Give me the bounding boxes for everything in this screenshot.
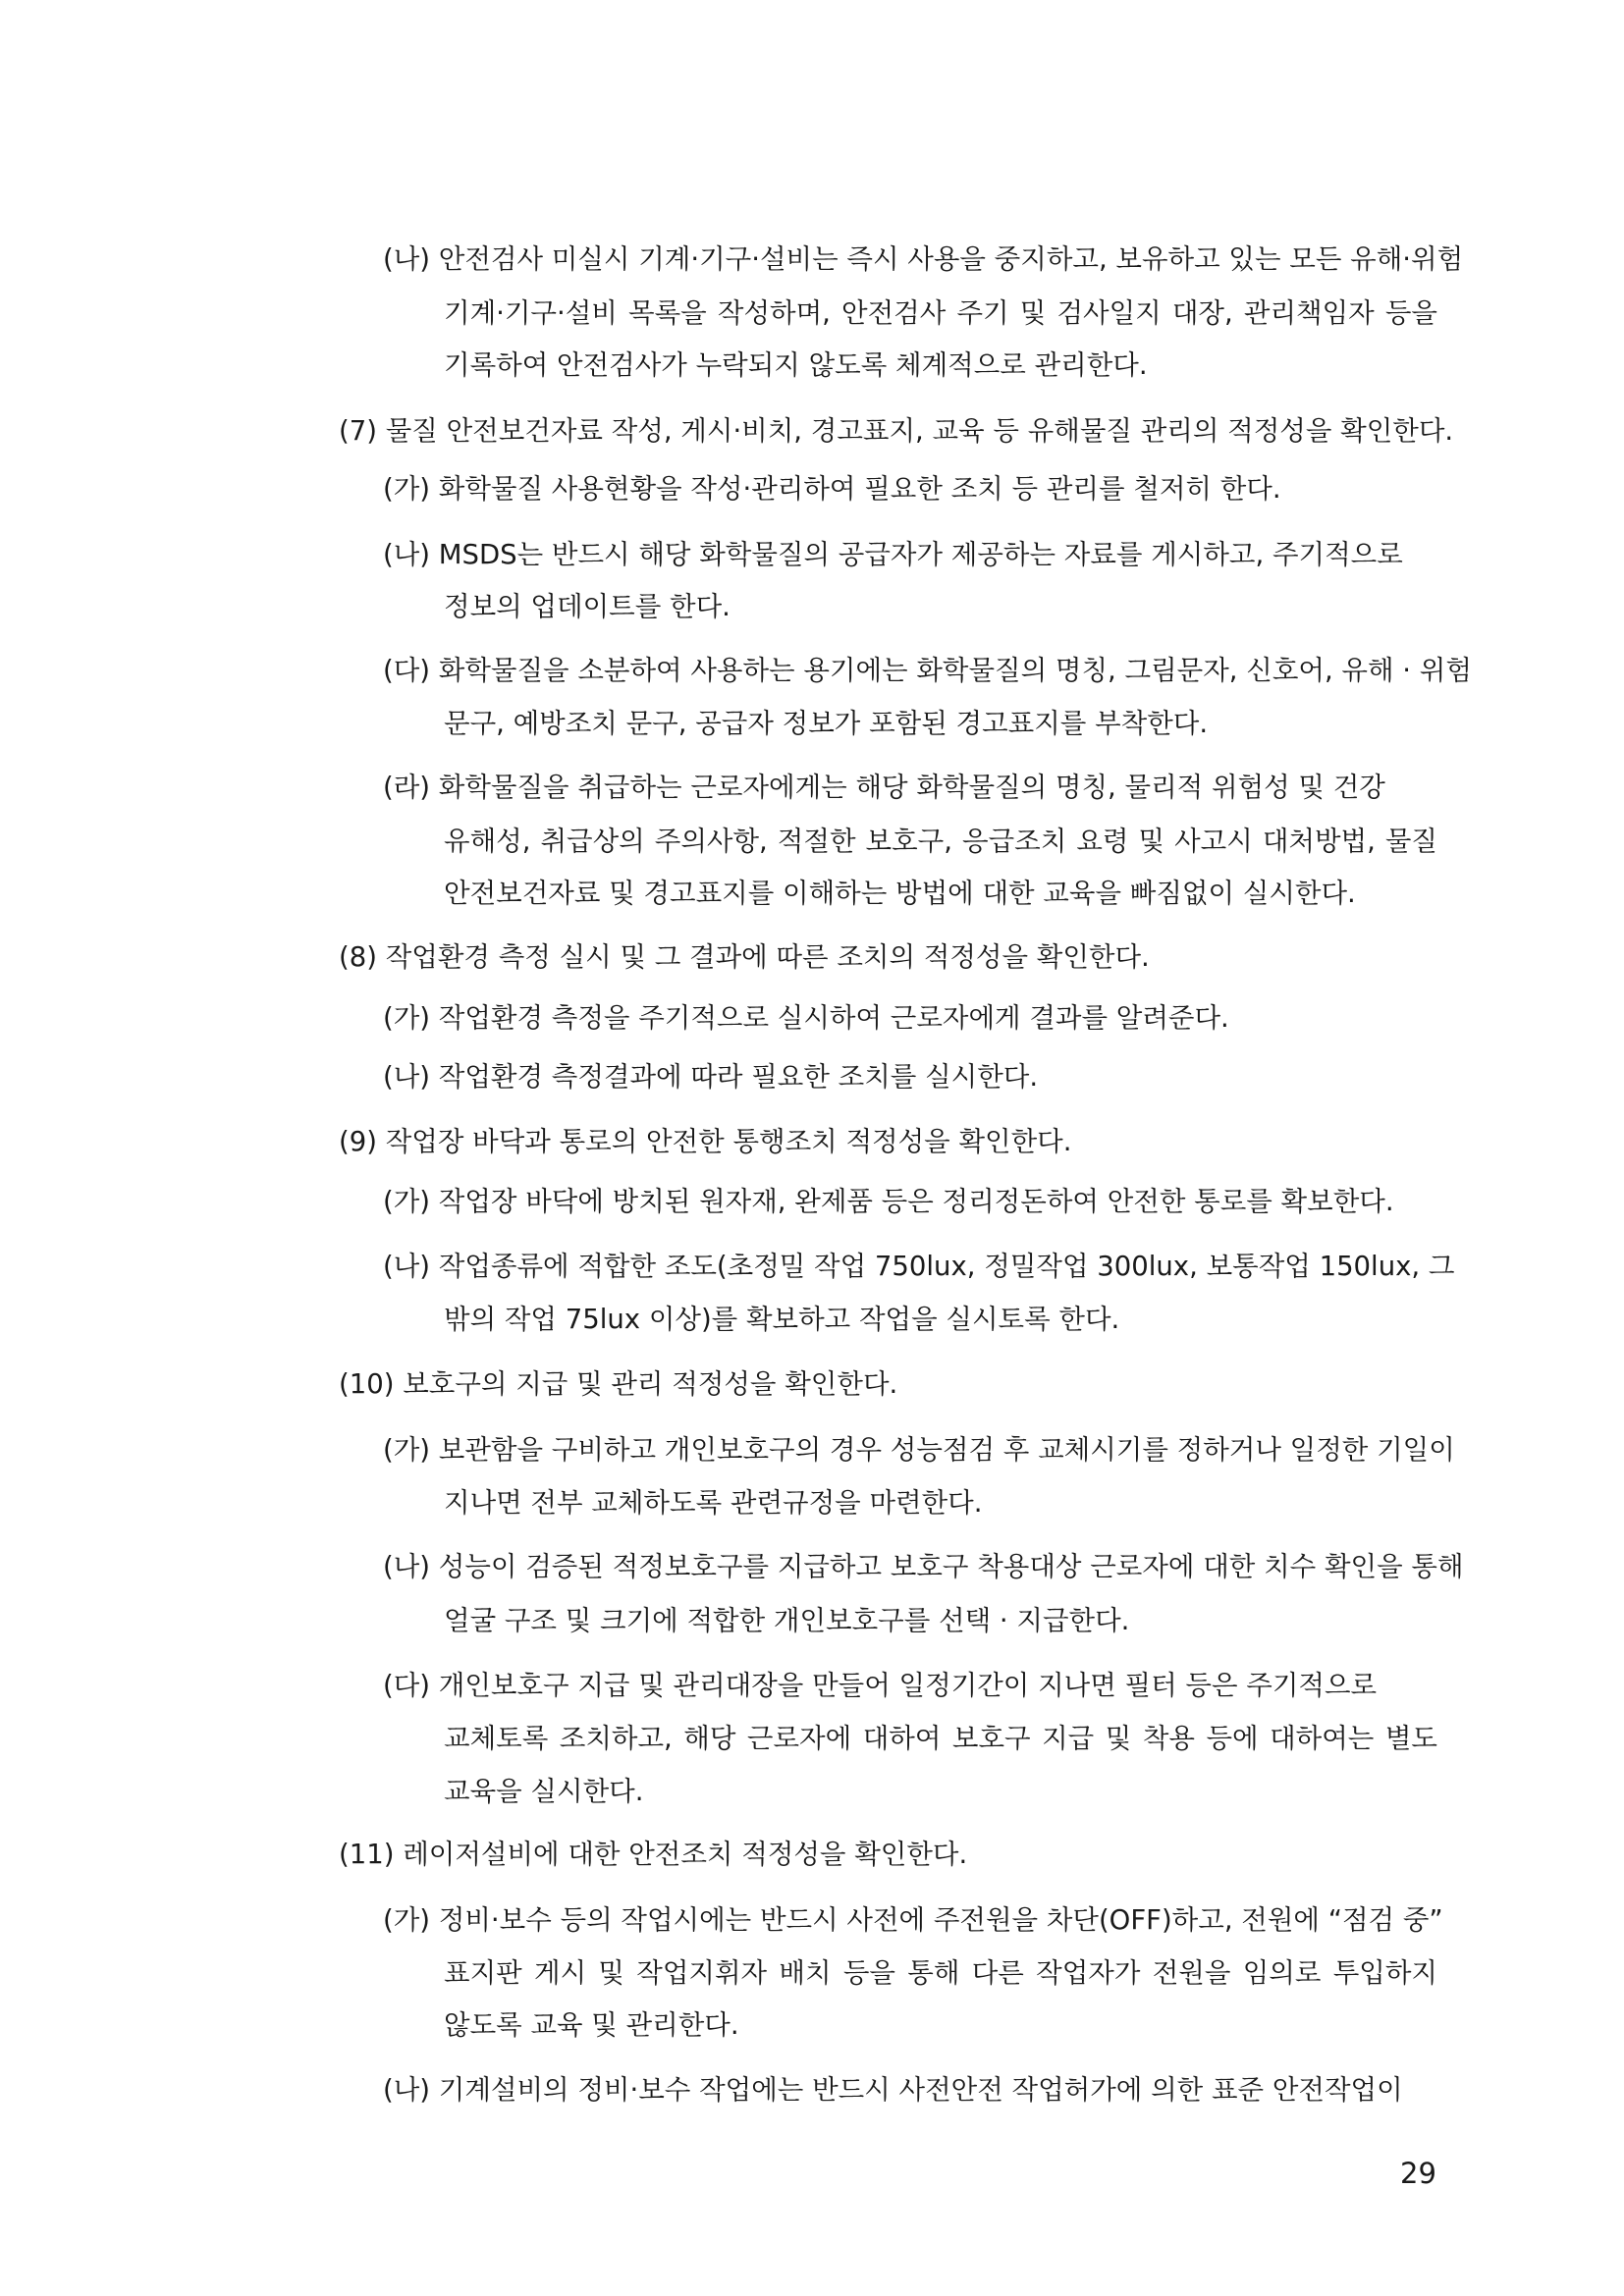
item-continuation: 교체토록 조치하고, 해당 근로자에 대하여 보호구 지급 및 착용 등에 대하여는 별도	[444, 1723, 1437, 1754]
item-ga: (가) 작업환경 측정을 주기적으로 실시하여 근로자에게 결과를 알려준다.	[383, 1002, 1229, 1034]
item-continuation: 표지판 게시 및 작업지휘자 배치 등을 통해 다른 작업자가 전원을 임의로 투입하지	[444, 1957, 1437, 1989]
item-continuation: 유해성, 취급상의 주의사항, 적절한 보호구, 응급조치 요령 및 사고시 대처방법, 물질	[444, 826, 1437, 857]
item-na-msds: (나) MSDS는 반드시 해당 화학물질의 공급자가 제공하는 자료를 게시하고, 주기적으로	[383, 539, 1403, 570]
item-continuation: 않도록 교육 및 관리한다.	[444, 2009, 739, 2041]
page-number: 29	[1400, 2157, 1436, 2190]
section-heading-9: (9) 작업장 바닥과 통로의 안전한 통행조치 적정성을 확인한다.	[339, 1126, 1072, 1157]
item-na: (나) 성능이 검증된 적정보호구를 지급하고 보호구 착용대상 근로자에 대한 치수 확인을 통해	[383, 1551, 1464, 1582]
item-na-inspection: (나) 안전검사 미실시 기계·기구·설비는 즉시 사용을 중지하고, 보유하고 있는 모든 유해·위험	[383, 243, 1464, 275]
item-continuation: 문구, 예방조치 문구, 공급자 정보가 포함된 경고표지를 부착한다.	[444, 708, 1209, 739]
item-na: (나) 작업종류에 적합한 조도(초정밀 작업 750lux, 정밀작업 300lux, 보통작업 150lux, 그	[383, 1251, 1455, 1282]
item-continuation: 지나면 전부 교체하도록 관련규정을 마련한다.	[444, 1487, 983, 1519]
item-ga: (가) 정비·보수 등의 작업시에는 반드시 사전에 주전원을 차단(OFF)하고, 전원에 “점검 중”	[383, 1904, 1443, 1936]
item-continuation: 얼굴 구조 및 크기에 적합한 개인보호구를 선택 · 지급한다.	[444, 1605, 1130, 1636]
item-ga: (가) 화학물질 사용현황을 작성·관리하여 필요한 조치 등 관리를 철저히 한다.	[383, 473, 1281, 505]
item-ga: (가) 작업장 바닥에 방치된 원자재, 완제품 등은 정리정돈하여 안전한 통로를 확보한다.	[383, 1186, 1394, 1217]
item-da: (다) 개인보호구 지급 및 관리대장을 만들어 일정기간이 지나면 필터 등은 주기적으로	[383, 1670, 1378, 1701]
section-heading-8: (8) 작업환경 측정 실시 및 그 결과에 따른 조치의 적정성을 확인한다.	[339, 941, 1150, 973]
item-continuation: 교육을 실시한다.	[444, 1776, 644, 1807]
section-heading-10: (10) 보호구의 지급 및 관리 적정성을 확인한다.	[339, 1368, 898, 1400]
item-continuation: 기록하여 안전검사가 누락되지 않도록 체계적으로 관리한다.	[444, 349, 1148, 381]
item-continuation: 안전보건자료 및 경고표지를 이해하는 방법에 대한 교육을 빠짐없이 실시한다.	[444, 878, 1356, 909]
item-continuation: 기계·기구·설비 목록을 작성하며, 안전검사 주기 및 검사일지 대장, 관리책임자 등을	[444, 297, 1437, 329]
item-na: (나) 작업환경 측정결과에 따라 필요한 조치를 실시한다.	[383, 1061, 1039, 1093]
item-da: (다) 화학물질을 소분하여 사용하는 용기에는 화학물질의 명칭, 그림문자, 신호어, 유해 · 위험	[383, 655, 1472, 686]
section-heading-11: (11) 레이저설비에 대한 안전조치 적정성을 확인한다.	[339, 1839, 968, 1870]
item-continuation: 밖의 작업 75lux 이상)를 확보하고 작업을 실시토록 한다.	[444, 1304, 1120, 1335]
item-ga: (가) 보관함을 구비하고 개인보호구의 경우 성능점검 후 교체시기를 정하거나 일정한 기일이	[383, 1434, 1455, 1466]
item-continuation: 정보의 업데이트를 한다.	[444, 591, 731, 622]
item-ra: (라) 화학물질을 취급하는 근로자에게는 해당 화학물질의 명칭, 물리적 위험성 및 건강	[383, 772, 1385, 803]
section-heading-7: (7) 물질 안전보건자료 작성, 게시·비치, 경고표지, 교육 등 유해물질 관리의 적정성을 확인한다.	[339, 415, 1454, 447]
item-na: (나) 기계설비의 정비·보수 작업에는 반드시 사전안전 작업허가에 의한 표준 안전작업이	[383, 2074, 1403, 2106]
